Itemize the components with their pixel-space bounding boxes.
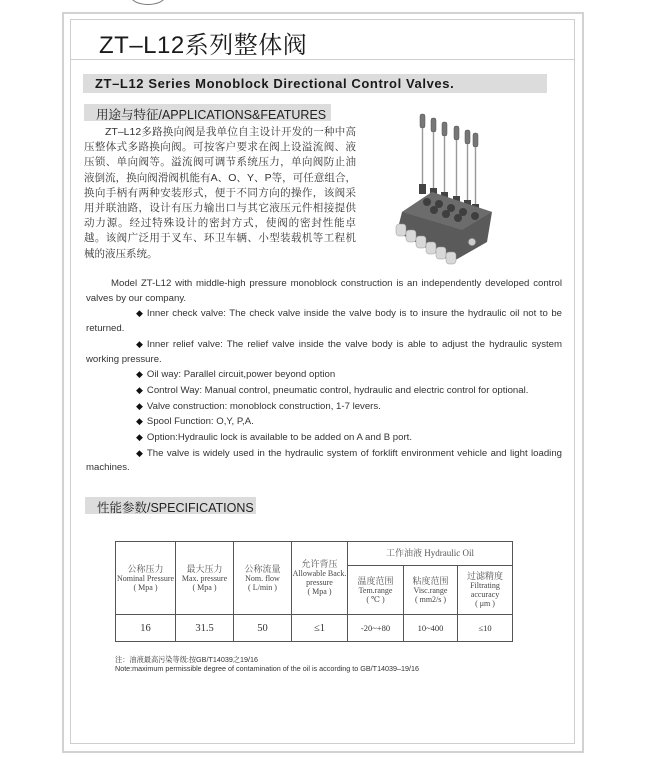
diamond-bullet-icon: ◆ xyxy=(136,338,143,349)
note-chinese: 注：油液最高污染等级:按GB/T14039之19/16 xyxy=(115,655,258,664)
header-back-pressure: 允许背压 Allowable Back. pressure ( Mpa ) xyxy=(292,542,348,615)
specifications-heading xyxy=(85,497,256,514)
header-nominal-flow: 公称流量 Nom. flow ( L/min ) xyxy=(234,542,292,615)
header-temp-range: 温度范围 Tem.range ( ℃ ) xyxy=(348,566,404,615)
valve-illustration-icon xyxy=(392,112,512,272)
specifications-table xyxy=(115,541,513,642)
feature-item: ◆ Spool Function: O,Y, P,A. xyxy=(86,414,562,430)
value-back-pressure: ≤1 xyxy=(292,615,348,642)
note-english: Note:maximum permissible degree of contamination of the oil is according to GB/T14039–19/16 xyxy=(115,664,420,673)
title-bar xyxy=(70,19,574,60)
english-intro: Model ZT-L12 with middle-high pressure monoblock construction is an independently developed control valves by our company. xyxy=(86,278,562,304)
series-banner xyxy=(83,74,547,93)
header-nominal-pressure: 公称压力 Nominal Pressure ( Mpa ) xyxy=(116,542,176,615)
value-temp-range: -20~+80 xyxy=(348,615,404,642)
value-nominal-flow: 50 xyxy=(234,615,292,642)
header-max-pressure: 最大压力 Max. pressure ( Mpa ) xyxy=(176,542,234,615)
diamond-bullet-icon: ◆ xyxy=(136,384,143,395)
applications-heading xyxy=(84,104,331,121)
product-image xyxy=(392,112,512,272)
feature-item: ◆ The valve is widely used in the hydraulic system of forklift environment vehicle and light loading machines. xyxy=(86,447,562,474)
feature-item: ◆ Valve construction: monoblock construction, 1-7 levers. xyxy=(86,399,562,415)
value-nominal-pressure: 16 xyxy=(116,615,176,642)
top-decorative-ellipse xyxy=(130,0,166,5)
diamond-bullet-icon: ◆ xyxy=(136,308,143,319)
table-row xyxy=(116,615,513,642)
value-max-pressure: 31.5 xyxy=(176,615,234,642)
chinese-description-text: ZT–L12多路换向阀是我单位自主设计开发的一种中高压整体式多路换向阀。可按客户要求在阀上设溢流阀、液压锁、单向阀等。溢流阀可调节系统压力，单向阀防止油液倒流，换向阀滑阀机能有A、O、Y、P等，可任意组合，换向手柄有两种安装形式，便于不同方向的操作，该阀采用并联油路，设计有压力输出口与其它液压元件相接提供动力源。经过特殊设计的密封方式，使阀的密封性能卓越。该阀广泛用于叉车、环卫车辆、小型装载机等工程机械的液压系统。 xyxy=(84,126,356,260)
diamond-bullet-icon: ◆ xyxy=(136,432,143,443)
feature-item: ◆ Inner check valve: The check valve inside the valve body is to insure the hydraulic oil not to be returned. xyxy=(86,308,562,335)
diamond-bullet-icon: ◆ xyxy=(136,447,143,458)
feature-item: ◆ Oil way: Parallel circuit,power beyond option xyxy=(86,367,562,383)
diamond-bullet-icon: ◆ xyxy=(136,369,143,380)
feature-item: ◆ Option:Hydraulic lock is available to be added on A and B port. xyxy=(86,430,562,446)
header-visc-range: 粘度范围 Visc.range ( mm2/s ) xyxy=(404,566,458,615)
chinese-description xyxy=(84,125,356,262)
feature-item: ◆ Control Way: Manual control, pneumatic control, hydraulic and electric control for optional. xyxy=(86,383,562,399)
page-title: ZT–L12系列整体阀 xyxy=(99,32,308,59)
applications-heading-text: 用途与特征/APPLICATIONS&FEATURES xyxy=(96,108,327,122)
specifications-heading-text: 性能参数/SPECIFICATIONS xyxy=(97,501,254,515)
contamination-note xyxy=(115,655,419,673)
header-hydraulic-oil: 工作油液 Hydraulic Oil xyxy=(348,542,513,566)
header-filtrating-accuracy: 过滤精度 Filtrating accuracy ( μm ) xyxy=(458,566,513,615)
diamond-bullet-icon: ◆ xyxy=(136,416,143,427)
diamond-bullet-icon: ◆ xyxy=(136,400,143,411)
value-filtrating-accuracy: ≤10 xyxy=(458,615,513,642)
feature-item: ◆ Inner relief valve: The relief valve inside the valve body is able to adjust the hydraulic system working pressure. xyxy=(86,338,562,365)
value-visc-range: 10~400 xyxy=(404,615,458,642)
series-banner-text: ZT–L12 Series Monoblock Directional Control Valves. xyxy=(95,76,455,91)
english-description xyxy=(86,277,562,476)
